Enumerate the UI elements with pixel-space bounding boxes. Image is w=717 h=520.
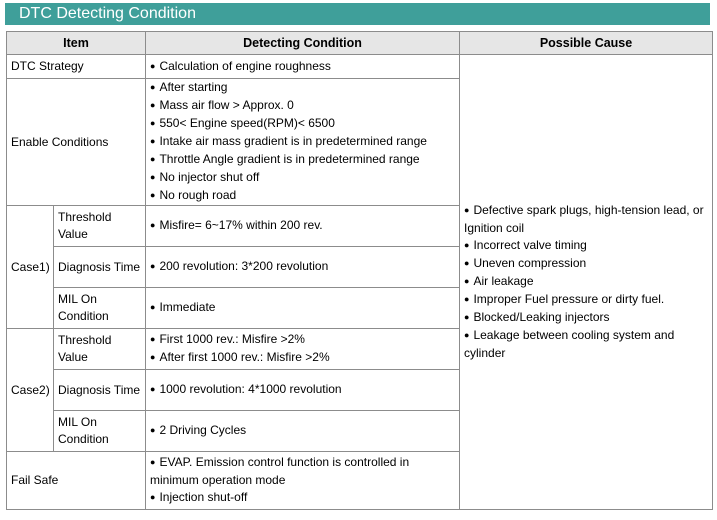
dtc-table xyxy=(6,31,713,510)
case1-diagnosis-label: Diagnosis Time xyxy=(54,247,146,288)
list-item: ● Throttle Angle gradient is in predetermined range xyxy=(150,151,455,169)
list-item: ● 200 revolution: 3*200 revolution xyxy=(150,258,455,276)
header-item: Item xyxy=(7,32,146,55)
header-row xyxy=(7,32,713,55)
cause-item: ● Air leakage xyxy=(464,273,708,291)
case2-mil-value xyxy=(146,411,460,452)
case2-label: Case2) xyxy=(7,329,54,452)
list-item: ● Injection shut-off xyxy=(150,489,455,507)
case1-threshold-label: Threshold Value xyxy=(54,206,146,247)
list-item: ● First 1000 rev.: Misfire >2% xyxy=(150,331,455,349)
case1-label: Case1) xyxy=(7,206,54,329)
case2-diagnosis-label: Diagnosis Time xyxy=(54,370,146,411)
header-condition: Detecting Condition xyxy=(146,32,460,55)
list-item: ● 1000 revolution: 4*1000 revolution xyxy=(150,381,455,399)
table-row xyxy=(7,55,713,79)
case1-mil-value xyxy=(146,288,460,329)
case2-threshold-label: Threshold Value xyxy=(54,329,146,370)
list-item: ● No rough road xyxy=(150,187,455,205)
failsafe-values xyxy=(146,452,460,510)
list-item: ● Immediate xyxy=(150,299,455,317)
list-item: ● Misfire= 6~17% within 200 rev. xyxy=(150,217,455,235)
possible-cause-cell xyxy=(460,55,713,510)
case1-diagnosis-value xyxy=(146,247,460,288)
strategy-label: DTC Strategy xyxy=(7,55,146,79)
list-item: ● 2 Driving Cycles xyxy=(150,422,455,440)
list-item: ● Calculation of engine roughness xyxy=(150,58,455,76)
cause-item: ● Blocked/Leaking injectors xyxy=(464,309,708,327)
enable-label: Enable Conditions xyxy=(7,79,146,206)
cause-item: ● Incorrect valve timing xyxy=(464,237,708,255)
cause-item: ● Improper Fuel pressure or dirty fuel. xyxy=(464,291,708,309)
case1-mil-label: MIL On Condition xyxy=(54,288,146,329)
section-title: DTC Detecting Condition xyxy=(5,3,710,25)
list-item: ● No injector shut off xyxy=(150,169,455,187)
list-item: ● 550< Engine speed(RPM)< 6500 xyxy=(150,115,455,133)
case2-threshold-value xyxy=(146,329,460,370)
strategy-value xyxy=(146,55,460,79)
cause-item: ● Leakage between cooling system and cylinder xyxy=(464,327,708,362)
list-item: ● EVAP. Emission control function is controlled in minimum operation mode xyxy=(150,454,455,489)
case2-mil-label: MIL On Condition xyxy=(54,411,146,452)
list-item: ● Intake air mass gradient is in predetermined range xyxy=(150,133,455,151)
case2-diagnosis-value xyxy=(146,370,460,411)
list-item: ● After first 1000 rev.: Misfire >2% xyxy=(150,349,455,367)
failsafe-label: Fail Safe xyxy=(7,452,146,510)
case1-threshold-value xyxy=(146,206,460,247)
enable-values xyxy=(146,79,460,206)
list-item: ● Mass air flow > Approx. 0 xyxy=(150,97,455,115)
list-item: ● After starting xyxy=(150,79,455,97)
header-cause: Possible Cause xyxy=(460,32,713,55)
cause-item: ● Uneven compression xyxy=(464,255,708,273)
cause-item: ● Defective spark plugs, high-tension lead, or Ignition coil xyxy=(464,202,708,237)
